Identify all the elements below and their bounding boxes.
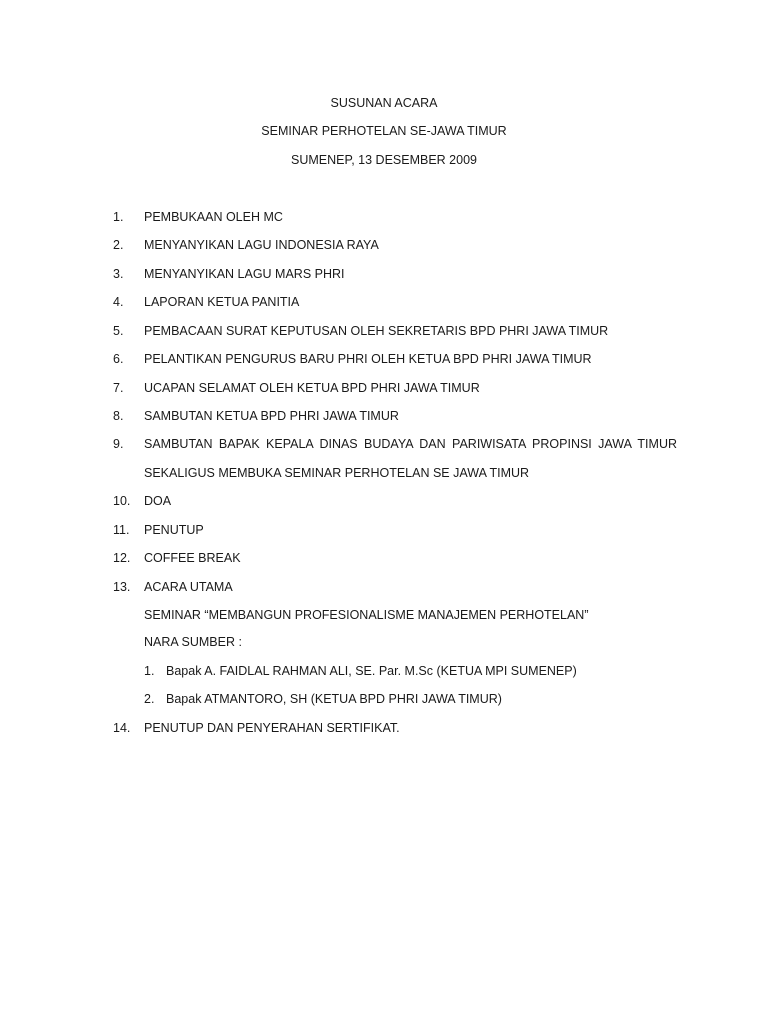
document-title: SUSUNAN ACARA	[330, 96, 438, 110]
agenda-item-number: 5.	[113, 324, 124, 338]
agenda-item-text: ACARA UTAMA	[144, 580, 233, 594]
agenda-item-number: 10.	[113, 494, 131, 508]
seminar-title-text: SEMINAR “MEMBANGUN PROFESIONALISME MANAJEMEN PERHOTELAN”	[144, 608, 589, 622]
agenda-item-text: SAMBUTAN BAPAK KEPALA DINAS BUDAYA DAN PARIWISATA PROPINSI JAWA TIMUR	[144, 437, 677, 451]
agenda-item-text: DOA	[144, 494, 172, 508]
agenda-item-number: 4.	[113, 295, 124, 309]
agenda-item-text: UCAPAN SELAMAT OLEH KETUA BPD PHRI JAWA TIMUR	[144, 381, 480, 395]
agenda-item-text: SAMBUTAN KETUA BPD PHRI JAWA TIMUR	[144, 409, 399, 423]
agenda-item-number: 1.	[113, 210, 124, 224]
agenda-item-number: 9.	[113, 437, 124, 451]
speaker-number: 1.	[144, 664, 155, 678]
agenda-item-text: PEMBUKAAN OLEH MC	[144, 210, 283, 224]
agenda-item-text: PELANTIKAN PENGURUS BARU PHRI OLEH KETUA BPD PHRI JAWA TIMUR	[144, 352, 592, 366]
agenda-item-number: 7.	[113, 381, 124, 395]
agenda-item-text: COFFEE BREAK	[144, 551, 241, 565]
event-name: SEMINAR PERHOTELAN SE-JAWA TIMUR	[261, 124, 507, 138]
agenda-item-text: PENUTUP DAN PENYERAHAN SERTIFIKAT.	[144, 721, 400, 735]
agenda-item-number: 11.	[113, 523, 130, 537]
agenda-item-number: 6.	[113, 352, 124, 366]
agenda-item-number: 8.	[113, 409, 124, 423]
speakers-label: NARA SUMBER :	[144, 635, 242, 649]
event-place-date: SUMENEP, 13 DESEMBER 2009	[291, 153, 477, 167]
agenda-item-number: 13.	[113, 580, 131, 594]
speaker-number: 2.	[144, 692, 155, 706]
agenda-item-number: 14.	[113, 721, 131, 735]
agenda-item-number: 12.	[113, 551, 131, 565]
speaker-name: Bapak ATMANTORO, SH (KETUA BPD PHRI JAWA TIMUR)	[166, 692, 502, 706]
agenda-item-text: PEMBACAAN SURAT KEPUTUSAN OLEH SEKRETARIS BPD PHRI JAWA TIMUR	[144, 324, 609, 338]
speaker-name: Bapak A. FAIDLAL RAHMAN ALI, SE. Par. M.Sc (KETUA MPI SUMENEP)	[166, 664, 577, 678]
agenda-item-text: MENYANYIKAN LAGU MARS PHRI	[144, 267, 345, 281]
agenda-item-text: LAPORAN KETUA PANITIA	[144, 295, 300, 309]
agenda-item-number: 2.	[113, 238, 124, 252]
agenda-item-number: 3.	[113, 267, 124, 281]
agenda-item-text: MENYANYIKAN LAGU INDONESIA RAYA	[144, 238, 379, 252]
agenda-item-text-continued: SEKALIGUS MEMBUKA SEMINAR PERHOTELAN SE JAWA TIMUR	[144, 466, 530, 480]
agenda-item-text: PENUTUP	[144, 523, 204, 537]
